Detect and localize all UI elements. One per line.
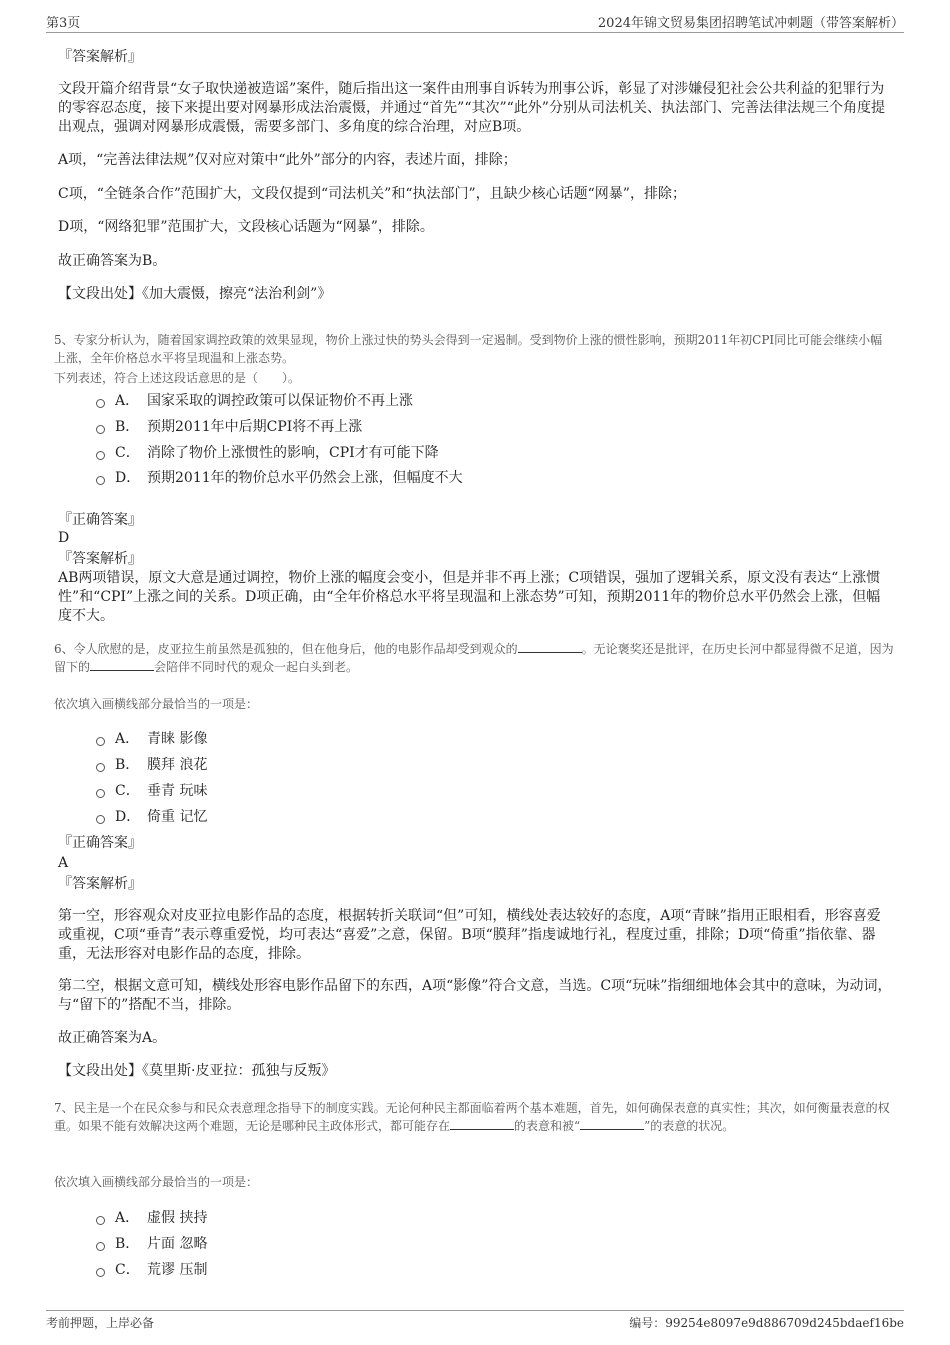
option-letter: C． (115, 1262, 140, 1278)
option-letter: D． (115, 470, 141, 486)
page-number: 第3页 (46, 16, 81, 31)
q6-source: 【文段出处】《莫里斯·皮亚拉：孤独与反叛》 (58, 1063, 336, 1079)
q6-answer-label: 『正确答案』 (58, 835, 142, 851)
q6-prompt: 依次填入画横线部分最恰当的一项是： (54, 697, 259, 711)
option-text: 消除了物价上涨惯性的影响，CPI才有可能下降 (147, 445, 439, 461)
q6-option-a[interactable] (96, 729, 207, 749)
q4-analysis-label: 『答案解析』 (58, 49, 142, 65)
q5-option-b[interactable] (96, 417, 362, 437)
header-divider (46, 32, 904, 33)
q6-option-d[interactable] (96, 807, 207, 827)
q7-option-c[interactable] (96, 1260, 207, 1280)
q6-analysis-paragraph-2: 第二空，根据文意可知，横线处形容电影作品留下的东西，A项“影像”符合文意，当选。C项“玩味”指细细地体会其中的意味，为动词，与“留下的”搭配不当，排除。 (58, 978, 892, 1013)
q4-source: 【文段出处】《加大震慑，擦亮“法治利剑”》 (58, 286, 332, 302)
option-text: 荒谬 压制 (147, 1262, 208, 1278)
option-text: 虚假 挟持 (147, 1210, 208, 1226)
footer-divider (46, 1310, 904, 1311)
radio-icon[interactable] (96, 425, 105, 434)
option-letter: B． (115, 419, 140, 435)
radio-icon[interactable] (96, 399, 105, 408)
q6-conclusion: 故正确答案为A。 (58, 1030, 167, 1046)
radio-icon[interactable] (96, 763, 105, 772)
q5-answer: D (58, 530, 70, 546)
option-letter: D． (115, 809, 141, 825)
q6-analysis-label: 『答案解析』 (58, 876, 142, 892)
q6-stem-part-3: 会陪伴不同时代的观众一起白头到老。 (154, 660, 359, 674)
q7-prompt: 依次填入画横线部分最恰当的一项是： (54, 1175, 259, 1189)
radio-icon[interactable] (96, 737, 105, 746)
q7-stem-part-3: ”的表意的状况。 (644, 1119, 735, 1133)
option-letter: B． (115, 757, 140, 773)
document-title: 2024年锦文贸易集团招聘笔试冲刺题（带答案解析） (597, 16, 904, 31)
q5-question: 下列表述，符合上述这段话意思的是（ ）。 (54, 371, 301, 385)
option-letter: C． (115, 445, 140, 461)
q7-option-b[interactable] (96, 1234, 207, 1254)
q4-conclusion: 故正确答案为B。 (58, 253, 167, 269)
q5-option-c[interactable] (96, 443, 439, 463)
q4-analysis-paragraph-3: C项，“全链条合作”范围扩大，文段仅提到“司法机关”和“执法部门”，且缺少核心话题“网暴”，排除； (58, 186, 686, 202)
option-letter: A． (115, 1210, 140, 1226)
q6-stem-part-1: 6、令人欣慰的是，皮亚拉生前虽然是孤独的，但在他身后，他的电影作品却受到观众的 (54, 642, 518, 656)
blank-line (450, 1117, 514, 1130)
q5-analysis-label: 『答案解析』 (58, 551, 142, 567)
radio-icon[interactable] (96, 451, 105, 460)
q7-stem-part-1: 7、民主是一个在民众参与和民众表意理念指导下的制度实践。无论何种民主都面临着两个基本难题，首先，如何确保表意的真实性；其次，如何衡量表意的权重。如果不能有效解决这两个难题，无论是哪种民主政体形式，都可能存在 (54, 1101, 890, 1133)
option-text: 预期2011年中后期CPI将不再上涨 (147, 419, 363, 435)
q4-analysis-paragraph-2: A项，“完善法律法规”仅对应对策中“此外”部分的内容，表述片面，排除； (58, 152, 517, 168)
q5-stem: 5、专家分析认为，随着国家调控政策的效果显现，物价上涨过快的势头会得到一定遏制。受到物价上涨的惯性影响，预期2011年初CPI同比可能会继续小幅上涨，全年价格总水平将呈现温和上涨态势。 (54, 333, 883, 365)
radio-icon[interactable] (96, 789, 105, 798)
blank-line (580, 1117, 644, 1130)
q6-analysis-paragraph-1: 第一空，形容观众对皮亚拉电影作品的态度，根据转折关联词“但”可知，横线处表达较好的态度，A项“青睐”指用正眼相看，形容喜爱或重视，C项“垂青”表示尊重爱悦，均可表达“喜爱”之意，保留。B项“膜拜”指虔诚地行礼，程度过重，排除；D项“倚重”指依靠、器重，无法形容对电影作品的态度，排除。 (58, 908, 881, 962)
q6-option-c[interactable] (96, 781, 207, 801)
radio-icon[interactable] (96, 1216, 105, 1225)
radio-icon[interactable] (96, 1242, 105, 1251)
option-text: 预期2011年的物价总水平仍然会上涨，但幅度不大 (147, 470, 463, 486)
q6-answer: A (58, 855, 69, 871)
q7-option-a[interactable] (96, 1208, 207, 1228)
q5-option-d[interactable] (96, 468, 463, 488)
footer-slogan: 考前押题，上岸必备 (46, 1316, 155, 1330)
option-text: 青睐 影像 (147, 731, 208, 747)
blank-line (518, 640, 582, 653)
q7-stem-part-2: 的表意和被“ (514, 1119, 581, 1133)
footer-serial-number: 编号：99254e8097e9d886709d245bdaef16be (629, 1316, 904, 1330)
q6-option-b[interactable] (96, 755, 207, 775)
q4-analysis-paragraph-1: 文段开篇介绍背景“女子取快递被造谣”案件，随后指出这一案件由刑事自诉转为刑事公诉，彰显了对涉嫌侵犯社会公共利益的犯罪行为的零容忍态度，接下来提出要对网暴形成法治震慑，并通过“首先”“其次”“此外”分别从司法机关、执法部门、完善法律法规三个角度提出观点，强调对网暴形成震慑，需要多部门、多角度的综合治理，对应B项。 (58, 81, 885, 135)
option-text: 膜拜 浪花 (147, 757, 208, 773)
q6-stem-part-2: 。无论褒奖还是批评，在历史长河中都显得微不足道，因为留下的 (54, 642, 894, 674)
q5-analysis: AB两项错误，原文大意是通过调控，物价上涨的幅度会变小，但是并非不再上涨；C项错误，强加了逻辑关系，原文没有表达“上涨惯性”和“CPI”上涨之间的关系。D项正确，由“全年价格总水平将呈现温和上涨态势”可知，预期2011年的物价总水平仍然会上涨，但幅度不大。 (58, 570, 881, 624)
blank-line (90, 658, 154, 671)
q5-option-a[interactable] (96, 391, 413, 411)
option-letter: A． (115, 731, 140, 747)
radio-icon[interactable] (96, 476, 105, 485)
radio-icon[interactable] (96, 1268, 105, 1277)
option-text: 垂青 玩味 (147, 783, 208, 799)
option-text: 倚重 记忆 (147, 809, 208, 825)
option-letter: C． (115, 783, 140, 799)
option-letter: A． (115, 393, 140, 409)
q4-analysis-paragraph-4: D项，“网络犯罪”范围扩大，文段核心话题为“网暴”，排除。 (58, 219, 434, 235)
option-letter: B． (115, 1236, 140, 1252)
option-text: 国家采取的调控政策可以保证物价不再上涨 (147, 393, 413, 409)
q5-answer-label: 『正确答案』 (58, 512, 142, 528)
q7-stem (54, 1099, 896, 1135)
radio-icon[interactable] (96, 815, 105, 824)
q6-stem (54, 640, 896, 676)
option-text: 片面 忽略 (147, 1236, 208, 1252)
